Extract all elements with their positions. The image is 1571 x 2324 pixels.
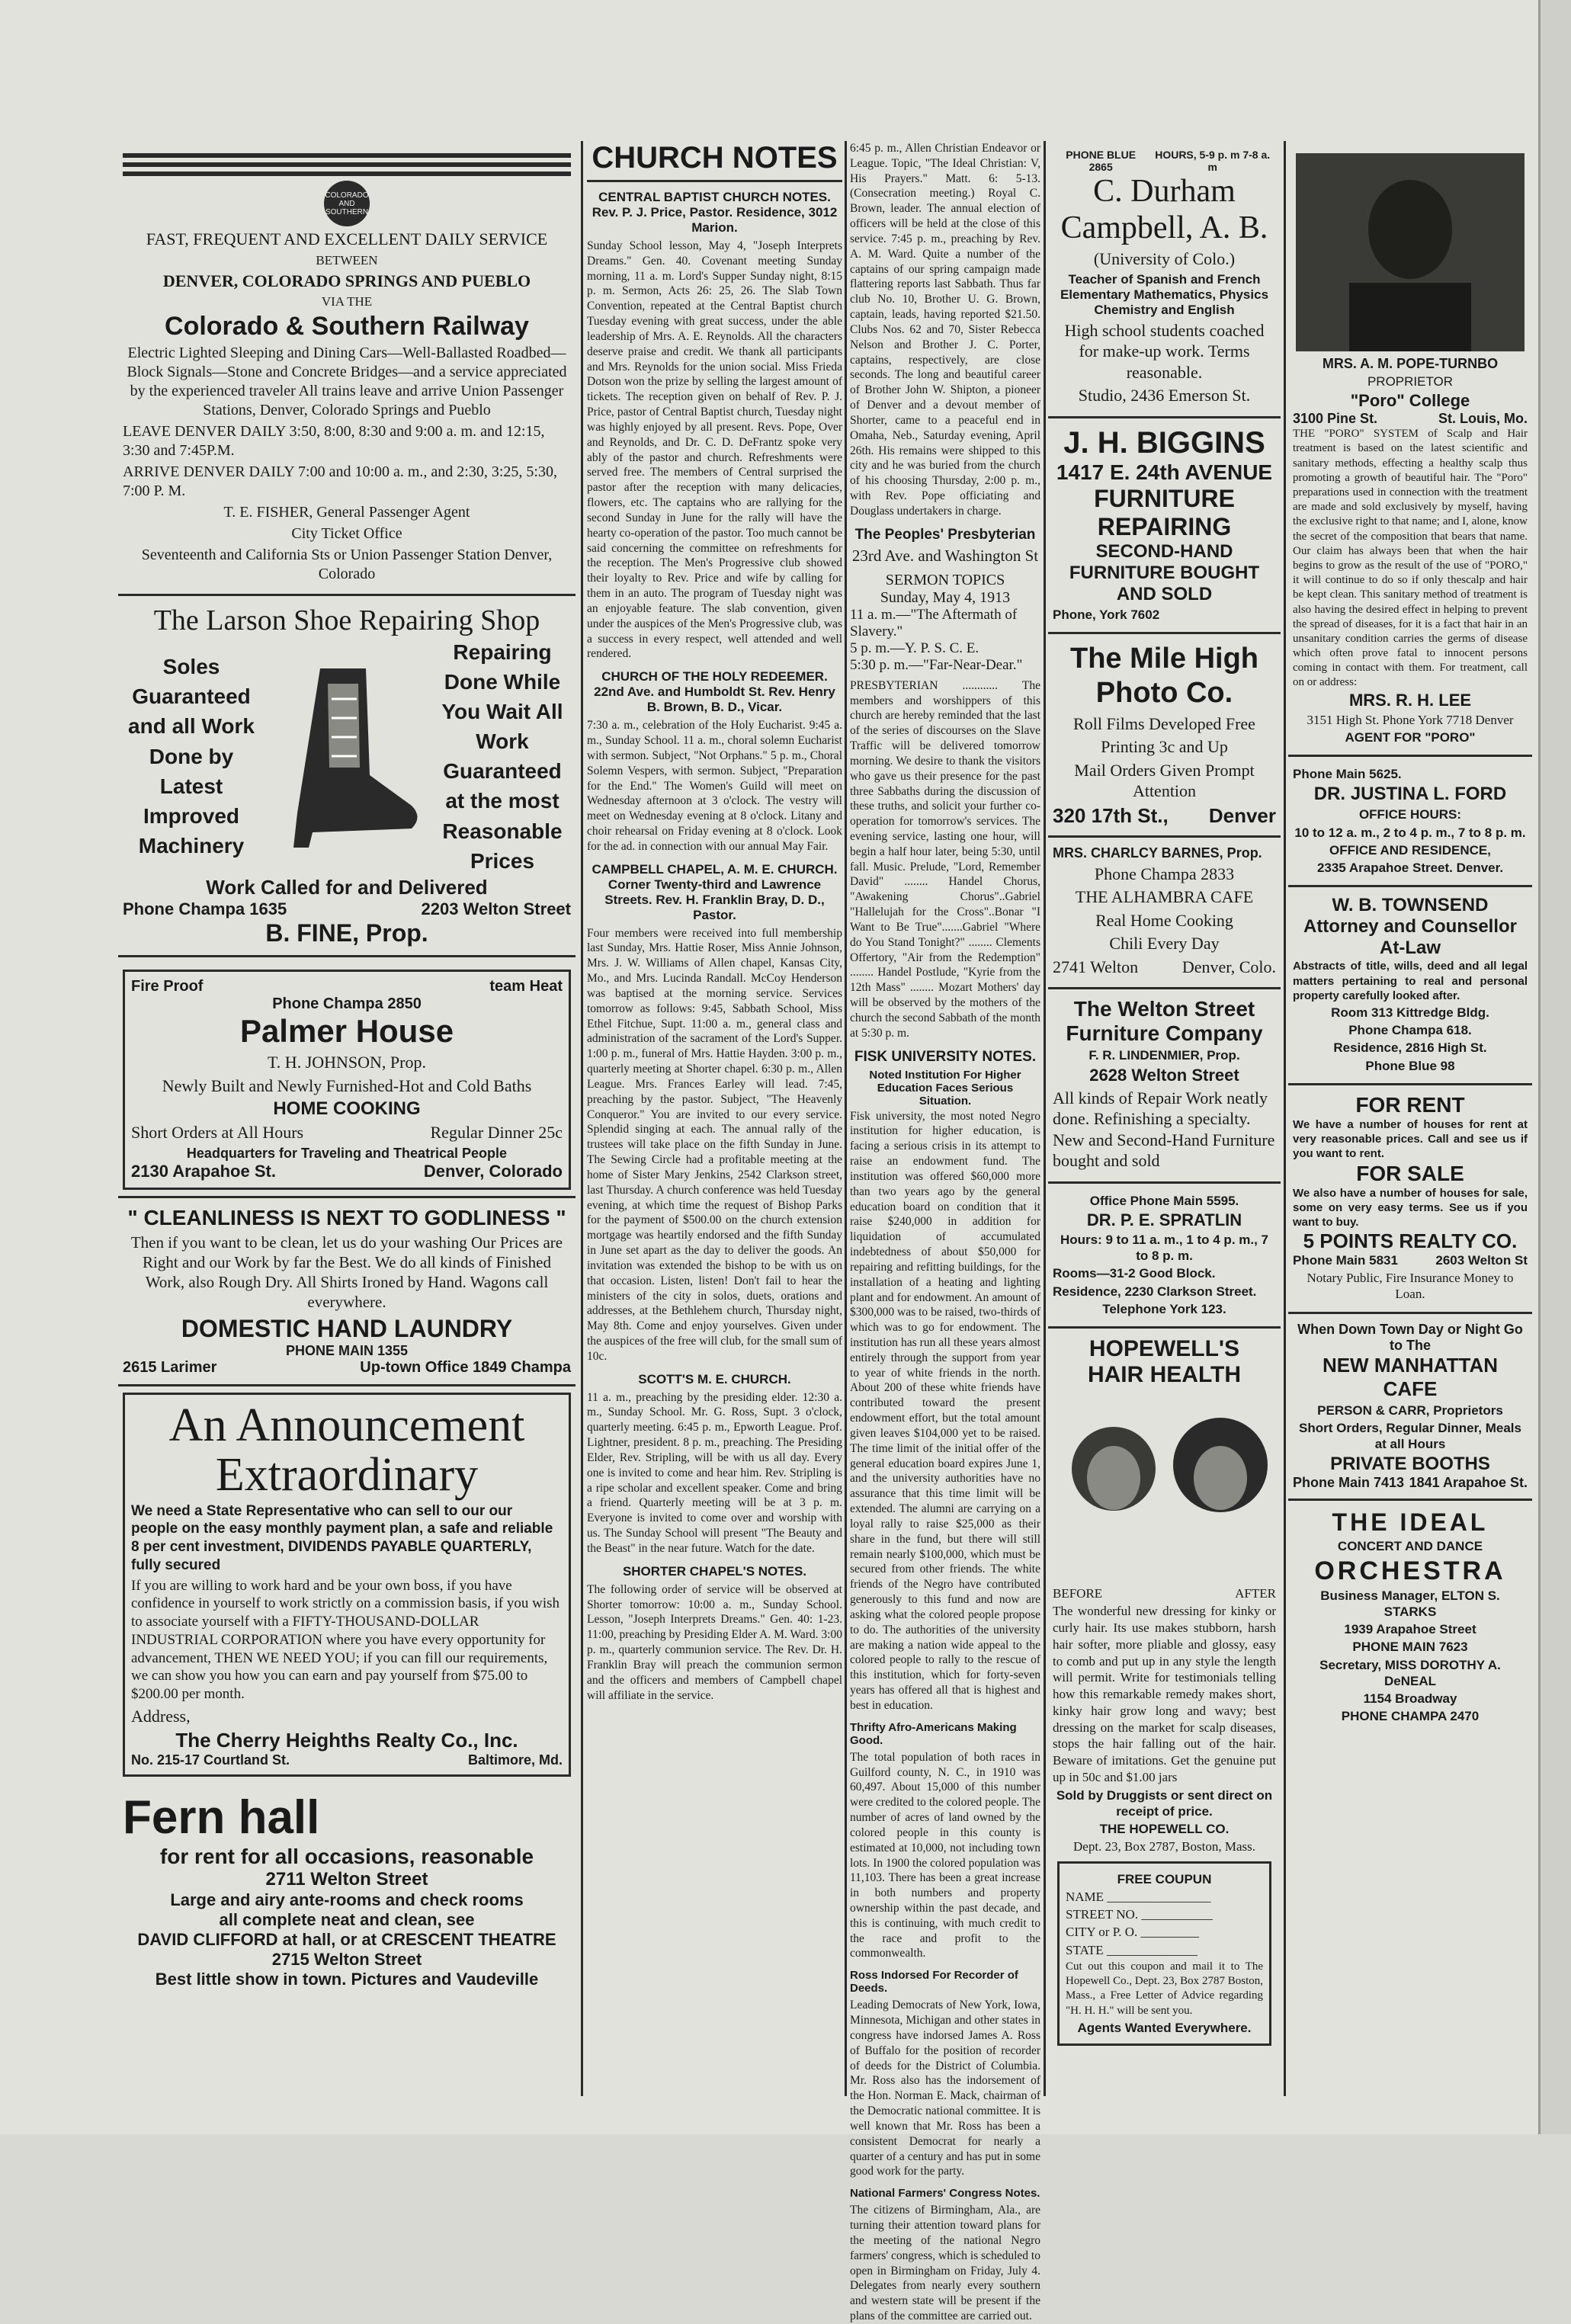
phone: Phone Champa 2850 (272, 995, 422, 1012)
room: Room 313 Kittredge Bldg. (1331, 1005, 1489, 1020)
townsend-copy: Abstracts of title, wills, deed and all legal matters pertaining to real and personal property carefully looked after. (1293, 960, 1528, 1002)
hours: Hours: 9 to 11 a. m., 1 to 4 p. m., 7 to 8 p. m. (1060, 1232, 1269, 1264)
telephone: Telephone York 123. (1102, 1301, 1226, 1316)
article-heading: The Peoples' Presbyterian (854, 526, 1036, 543)
townsend-ad (1288, 887, 1532, 1085)
phone: Phone Champa 2833 (1094, 864, 1235, 883)
spratlin-ad (1048, 1184, 1281, 1329)
coupon-title: FREE COUPUN (1117, 1871, 1212, 1886)
article-body: Sunday School lesson, May 4, "Joseph Interprets Dreams." Gen. 40. Covenant meeting Sunday morning, 11 a. m. Lord's Supper Sunday night, 8:15 p. m. Sermon, Acts 26: 25, 26. The Slab Town Convention, repeated at the Central Baptist church Tuesday evening with great success, under the able leadership of Mrs. A. E. Reynolds. All the characters deserve praise and credit. We thank all participants and Mrs. Reynolds for the union social. Miss Frieda Dotson won the prize by selling the largest amount of tickets. The reception given on behalf of Rev. P. J. Price, pastor of Central Baptist church, Tuesday night was highly enjoyed by all present. Revs. Pope, Over and Reynolds, and Dr. C. D. DeFrantz spoke very ably of the pastor and church. Refreshments were served free. The members of Central surprised the pastor after the reception with many delicacies, flowers, etc. The captains who are rallying for the second Sunday in June for the rally will have the hearty co-operation of the pastor. Too much cannot be said concerning the committee on refreshments for the reception. The Men's Progressive club showed their loyalty to Rev. Price and wife by calling for them in an auto. The program of Tuesday night was an enjoyable feature. The slab convention, given under the auspices of the Men's Progressive club, was a success in every respect, well attended and well rendered. (587, 239, 842, 661)
ideal-orchestra-ad (1288, 1501, 1532, 1733)
right-copy: Repairing Done While You Wait All Work Guaranteed at the most Reasonable Prices (441, 640, 563, 873)
railway-address: Seventeenth and California Sts or Union Passenger Station Denver, Colorado (141, 546, 553, 582)
slogan: " CLEANLINESS IS NEXT TO GODLINESS " (127, 1205, 566, 1229)
business-name: The Mile High Photo Co. (1070, 642, 1258, 710)
address: 2335 Arapahoe Street. Denver. (1316, 861, 1504, 876)
church-address: 23rd Ave. and Washington St (851, 546, 1039, 565)
left-copy: Soles Guaranteed and all Work Done by Latest Improved Machinery (128, 655, 255, 858)
article-heading: CENTRAL BAPTIST CHURCH NOTES. Rev. P. J. Price, Pastor. Residence, 3012 Marion. (592, 190, 838, 235)
route: DENVER, COLORADO SPRINGS AND PUEBLO (162, 271, 531, 290)
phone: Phone, York 7602 (1053, 607, 1160, 622)
phone: Office Phone Main 5595. (1089, 1193, 1239, 1208)
work-called: Work Called for and Delivered (206, 876, 488, 899)
steam-heat: team Heat (489, 978, 563, 995)
address: 3100 Pine St. (1293, 411, 1378, 427)
address: 2615 Larimer (123, 1358, 217, 1376)
rooms: Rooms—31-2 Good Block. (1053, 1266, 1216, 1281)
agent-name: MRS. R. H. LEE (1348, 690, 1472, 710)
city: Baltimore, Md. (467, 1752, 563, 1768)
cafe-name: THE ALHAMBRA CAFE (1075, 887, 1254, 907)
orchestra-name: THE IDEAL (1332, 1508, 1489, 1537)
hours: HOURS, 5-9 p. m 7-8 a. m (1155, 149, 1271, 173)
sold-by: Sold by Druggists or sent direct on receipt of price. (1056, 1787, 1273, 1819)
shop-title: The Larson Shoe Repairing Shop (153, 604, 540, 636)
tutor-name-2: Campbell, A. B. (1060, 210, 1268, 245)
between-label: BETWEEN (316, 252, 378, 268)
secretary: Secretary, MISS DOROTHY A. DeNEAL (1319, 1657, 1501, 1688)
announce-copy-2: If you are willing to work hard and be your own boss, if you have confidence in yourself to work strictly on a commission basis, if you wish to associate yourself with a FIFTY-THOUSAND-DOLLAR INDUSTRIAL CORPORATION where you have every opportunity for advancement, THEN WE NEED YOU; if you can fill our requirements, we can show you how you can earn and pay yourself from $75.00 to $200.00 per month. (131, 1577, 559, 1703)
orchestra-word: ORCHESTRA (1314, 1556, 1506, 1585)
coupon-name-field[interactable]: NAME ________________ (1066, 1889, 1211, 1904)
title: An Announcement (168, 1399, 525, 1451)
ford-ad (1288, 757, 1532, 887)
cafe-name: NEW MANHATTAN CAFE (1322, 1353, 1499, 1400)
company: THE HOPEWELL CO. (1099, 1822, 1230, 1837)
title: Fern hall (123, 1791, 320, 1845)
article-body: Fisk university, the most noted Negro institution for higher education, is facing a serious crisis in its attempt to raise an endowment fund. The institution was offered $60,000 more than two years ago by the general education board on condition that it raise $240,000 in addition for liquidation of accumulated indebtedness of about $50,000 for repairing and refitting buildings, for the installation of a heating and lighting plant and for endowment. An amount of $300,000 was to be raised, two-thirds of which was to go for endowment. The institution has run all these years almost entirely through the support from year to year of white friends in the north. About 200 of these white friends have contributed toward the present endowment effort, but the total amount given leaves $104,000 yet to be raised. The time limit of the initial offer of the general education board expires June 1, and the university authorities have no assurance that this time limit will be extended. The alumni are carrying on a loyal rally to raise $25,000 as their share in the fund, but there will still remain nearly $100,000, which must be secured from other friends. The white friends of the Negro have contributed generously to this fund and now are asking what the colored people propose to do. The authorities of the university are making a nation wide appeal to the colored people to rally to the rescue of this institution, which for forty-seven years has offered all that is highest and best in education. (850, 1109, 1040, 1712)
welton-furniture-ad (1048, 989, 1281, 1183)
roll-films: Roll Films Developed Free (1073, 713, 1255, 733)
subjects: Teacher of Spanish and French Elementary Mathematics, Physics Chemistry and English (1060, 271, 1269, 317)
studio: Studio, 2436 Emerson St. (1078, 386, 1251, 405)
announcement-ad (123, 1393, 571, 1777)
city: Denver, Colo. (1181, 957, 1276, 976)
manager-address: 1939 Arapahoe Street (1344, 1622, 1476, 1637)
poro-copy: THE "PORO" SYSTEM of Scalp and Hair treatment is based on the latest scientific and sanitary methods, effecting a healthy scalp thus promoting a growth of beautiful hair. The "Poro" preparations used in connection with the treatment are made and sold exclusively by myself, having the exclusive right to that name; and I, alone, know the secret of the composition that bears that name. Our claim has always been that when the hair begins to grow as the result of the use of "PORO," it will continue to do so if only thescalp and hair be kept clean. This sanitary method of treatment is also having the desired effect in helping to prevent the spread of diseases, for it is a fact that hair in an unsanitary condition carries the germs of disease which often prove fatal to innocent persons coming in contact with them. For treatment, call on or address: (1293, 428, 1528, 689)
for-rent: FOR RENT (1355, 1092, 1465, 1117)
secretary-phone: PHONE CHAMPA 2470 (1341, 1709, 1480, 1724)
headquarters: Headquarters for Traveling and Theatrical People (186, 1145, 508, 1161)
article-heading: Ross Indorsed For Recorder of Deeds. (850, 1969, 1018, 1995)
fire-proof: Fire Proof (131, 978, 204, 995)
title: HOPEWELL'S (1088, 1336, 1240, 1362)
tutor-name: C. Durham (1093, 174, 1236, 209)
agent-for: AGENT FOR "PORO" (1345, 729, 1476, 745)
five-points-realty-ad (1288, 1085, 1532, 1314)
column-rule (845, 141, 847, 2096)
phone: Phone Main 5625. (1293, 767, 1402, 782)
laundry-ad (118, 1196, 575, 1386)
welton-copy: All kinds of Repair Work neatly done. Refinishing a specialty. New and Second-Hand Furniture bought and sold (1053, 1088, 1275, 1171)
coupon-street-field[interactable]: STREET NO. ___________ (1066, 1907, 1213, 1922)
address: 2628 Welton Street (1089, 1065, 1239, 1085)
page-edge (1538, 0, 1571, 2134)
doctor-name: DR. P. E. SPRATLIN (1086, 1210, 1242, 1229)
furniture-repairing: FURNITURE REPAIRING (1094, 484, 1235, 540)
phone: PHONE MAIN 1355 (285, 1342, 409, 1358)
business-name: J. H. BIGGINS (1063, 425, 1265, 460)
address: 1841 Arapahoe St. (1409, 1475, 1528, 1491)
sermon-topics: SERMON TOPICS (885, 571, 1005, 588)
city: Denver (1208, 803, 1276, 827)
sermon-date: Sunday, May 4, 1913 (880, 588, 1011, 606)
title-2: HAIR HEALTH (1087, 1362, 1242, 1388)
section-title: CHURCH NOTES (587, 141, 842, 182)
poro-ad (1288, 141, 1532, 757)
phone: Phone Champa 1635 (123, 899, 287, 918)
phone: Phone Main 5831 (1293, 1253, 1398, 1268)
proprietor-name: MRS. A. M. POPE-TURNBO (1322, 356, 1499, 371)
article-body: 7:30 a. m., celebration of the Holy Eucharist. 9:45 a. m., Sunday School. 11 a. m., choral solemn Eucharist with sermon. Subject, "Not Orphans." 5 p. m., Choral Solemn Vespers, with sermon. Subject, "Preparation for the End." The Women's Guild will meet on Wednesday afternoon at 3 o'clock. The vestry will meet on Wednesday evening at 8 o'clock. Litany and choir rehearsal on Friday evening at 8 o'clock. Look for the ad. in connection with our annual May Fair. (587, 719, 842, 853)
street: No. 215-17 Courtland St. (131, 1752, 290, 1768)
palmer-house-ad (123, 970, 571, 1190)
ticket-office: City Ticket Office (291, 524, 402, 542)
alhambra-ad (1048, 838, 1281, 990)
after-label: AFTER (1235, 1586, 1276, 1601)
column-news (850, 141, 1040, 2323)
coupon-city-field[interactable]: CITY or P. O. _________ (1066, 1925, 1200, 1940)
phone: Phone Main 7413 (1293, 1475, 1405, 1491)
larson-shoe-ad (118, 596, 575, 958)
article-heading: FISK UNIVERSITY NOTES. (854, 1048, 1037, 1065)
article-heading: CHURCH OF THE HOLY REDEEMER. 22nd Ave. and Humboldt St. Rev. Henry B. Brown, B. D., Vicar. (594, 669, 835, 715)
line-6: 2715 Welton Street (271, 1950, 422, 1970)
column-ads-left (118, 141, 575, 2096)
column-ads-middle (1048, 141, 1281, 2096)
notary: Notary Public, Fire Insurance Money to Loan. (1306, 1271, 1514, 1302)
line-2: 2711 Welton Street (265, 1869, 428, 1890)
header-stripes (123, 153, 571, 176)
dinner: Regular Dinner 25c (430, 1123, 563, 1142)
leave-times: LEAVE DENVER DAILY 3:50, 8:00, 8:30 and 9:00 a. m. and 12:15, 3:30 and 7:45P.M. (123, 422, 545, 459)
hopewell-ad (1048, 1329, 1281, 2060)
article-body: The following order of service will be observed at Shorter tomorrow: 10:00 a. m., Sunday School. Lesson, "Joseph Interprets Dreams." Gen. 40: 1-23. 11:00, preaching by Presiding Elder A. M. Ward. 3:00 p. m., quarterly communion service. The Rev. Dr. H. Franklin Bray will preach the communion sermon and the officers and members of Campbell chapel will affiliate in the service. (587, 1582, 842, 1702)
proprietor: MRS. CHARLCY BARNES, Prop. (1053, 845, 1262, 861)
coupon-state-field[interactable]: STATE ______________ (1066, 1942, 1197, 1957)
for-sale: FOR SALE (1356, 1161, 1464, 1185)
line-4: all complete neat and clean, see (219, 1910, 475, 1930)
hopewell-copy: The wonderful new dressing for kinky or curly hair. Its use makes stubborn, harsh hair softer, more pliable and glossy, easy to comb and put up in any style the length will permit. Write for testimonials telling how this remarkable remedy makes short, kinky hair grow long and wavy; best dressing on the market for scalp diseases, stops the hair falling out of the hair. Beware of imitations. Get the genuine put up in 50c and $1.00 jars (1053, 1604, 1276, 1784)
before-after-illustration (1053, 1393, 1281, 1576)
mail-orders: Mail Orders Given Prompt Attention (1074, 760, 1255, 801)
column-rule (1284, 141, 1286, 2096)
short-orders: Short Orders at All Hours (131, 1123, 304, 1142)
line-3: Large and airy ante-rooms and check rooms (170, 1890, 524, 1910)
article-heading: CAMPBELL CHAPEL, A. M. E. CHURCH. Corner Twenty-third and Lawrence Streets. Rev. H. Franklin Bray, D. D., Pastor. (592, 861, 838, 922)
announce-copy: We need a State Representative who can sell to our our people on the easy monthly payment plan, a safe and reliable 8 per cent investment, DIVIDENDS PAYABLE QUARTERLY, fully secured (131, 1502, 553, 1573)
residence: Residence, 2230 Clarkson Street. (1053, 1284, 1257, 1299)
uptown-office: Up-town Office 1849 Champa (360, 1358, 571, 1376)
address: 1417 E. 24th AVENUE (1056, 460, 1273, 484)
railway-name: Colorado & Southern Railway (165, 311, 529, 341)
chili: Chili Every Day (1109, 934, 1220, 954)
article-subheading: Noted Institution For Higher Education Faces Serious Situation. (869, 1068, 1021, 1108)
manhattan-cafe-ad (1288, 1314, 1532, 1502)
railway-description: Electric Lighted Sleeping and Dining Cars—Well-Ballasted Roadbed—Block Signals—Stone and Concrete Bridges—and a service appreciated by the experienced traveler All trains leave and arrive Union Passenger Stations, Denver, Colorado Springs and Pueblo (127, 344, 567, 418)
hotel-name: Palmer House (239, 1013, 454, 1049)
mile-high-photo-ad (1048, 634, 1281, 838)
column-church-notes (587, 141, 842, 2096)
colorado-southern-ad (118, 141, 575, 596)
column-ads-right (1288, 141, 1532, 2096)
company: The Cherry Heighths Realty Co., Inc. (175, 1729, 518, 1752)
portrait-photo (1296, 153, 1525, 351)
agent: T. E. FISHER, General Passenger Agent (223, 503, 470, 521)
department: Dept. 23, Box 2787, Boston, Mass. (1073, 1839, 1255, 1854)
free-coupon (1057, 1861, 1271, 2046)
home-cooking: HOME COOKING (273, 1098, 421, 1119)
laundry-name: DOMESTIC HAND LAUNDRY (181, 1314, 513, 1342)
agents-wanted: Agents Wanted Everywhere. (1077, 2020, 1252, 2035)
manager: Business Manager, ELTON S. STARKS (1320, 1588, 1500, 1619)
article-heading: SCOTT'S M. E. CHURCH. (638, 1371, 791, 1386)
biggins-ad (1048, 418, 1281, 634)
attorney-title: Attorney and Counsellor At-Law (1303, 916, 1518, 959)
title-2: Extraordinary (215, 1448, 479, 1501)
address: 320 17th St., (1053, 803, 1169, 827)
manhattan-copy: Short Orders, Regular Dinner, Meals at all Hours (1299, 1420, 1521, 1452)
sermon-line: 11 a. m.—"The Aftermath of Slavery." (850, 606, 1018, 640)
private-booths: PRIVATE BOOTHS (1330, 1454, 1490, 1475)
doctor-name: DR. JUSTINA L. FORD (1313, 784, 1507, 805)
arrive-times: ARRIVE DENVER DAILY 7:00 and 10:00 a. m., and 2:30, 3:25, 5:30, 7:00 P. M. (123, 463, 557, 499)
fern-hall-ad (118, 1783, 575, 1997)
column-rule (581, 141, 583, 2096)
attorney-name: W. B. TOWNSEND (1332, 895, 1489, 916)
orchestra-sub: CONCERT AND DANCE (1337, 1539, 1483, 1554)
proprietor: B. FINE, Prop. (265, 919, 428, 947)
proprietor: T. H. JOHNSON, Prop. (268, 1053, 426, 1072)
address: 2130 Arapahoe St. (131, 1161, 276, 1181)
line-7: Best little show in town. Pictures and Vaudeville (155, 1970, 539, 1989)
article-body: 11 a. m., preaching by the presiding elder. 12:30 a. m., Sunday School. Mr. G. Ross, Supt. 3 o'clock, quarterly meeting. 6:45 p. m., Epworth League. Prof. Lightner, president. 8 p. m., preaching. The Presiding Elder, Rev. Stripling, will be with us all day. Every one is invited to come and hear him. Rev. Stripling is a ripe scholar and excellent speaker. Come and bring a friend. Quarterly meeting will be at 3 p. m. Everyone is invited to come over and worship with us. The Sunday School will present "The Beauty and the Beast" in the near future. Watch for the date. (587, 1390, 842, 1555)
article-body: 6:45 p. m., Allen Christian Endeavor or League. Topic, "The Ideal Christian: V, His Prayers." Matt. 6: 5-13. (Consecration meeting.) Royal C. Brown, leader. The annual election of officers will be held at the close of this service. 7:45 p. m., preaching by Rev. A. M. Ward. Quite a number of the captains of our spring campaign made flattering reports last Sabbath. Thus far club No. 10, Brother U. G. Brown, captain, leads, having reported $21.50. Clubs Nos. 62 and 70, Sister Rebecca Nelson and Brother J. C. Porter, captains, respectively, are close seconds. The long and beautiful career of Brother John W. Shipton, a pioneer of Denver and a devout member of Shorter, came to a peaceful end in Omaha, Neb., Saturday evening, April 26th. His remains were shipped to this city and he was buried from the church of his choosing Thursday, 2:00 p. m., with Rev. Pope officiating and Douglass undertakers in charge. (850, 142, 1040, 518)
office-residence: OFFICE AND RESIDENCE, (1329, 842, 1491, 857)
article-body: The total population of both races in Guilford county, N. C., in 1910 was 60,497. About 15,000 of this number were credited to the colored people. The number of acres of land owned by the colored people in this county is estimated at 10,000, not including town lots. In 1900 the colored population was 11,103. There has been a great increase in both numbers and property ownership within the past decade, and this is continuing, with much credit to the race and profit to the commonwealth. (850, 1750, 1040, 1960)
column-rule (1044, 141, 1046, 2096)
coupon-instructions: Cut out this coupon and mail it to The Hopewell Co., Dept. 23, Box 2787 Boston, Mass., a Free Letter of Advice regarding "H. H. H." will be sent you. (1066, 1960, 1263, 2017)
article-body: Leading Democrats of New York, Iowa, Minnesota, Michigan and other states in congress have indorsed James A. Ross of Buffalo for the position of recorder of deeds for the District of Columbia. Mr. Ross also has the indorsement of the Hon. Norman E. Mack, chairman of the Democratic national committee. It is well known that Mr. Ross has been a consistent Democrat for nearly a quarter of a century and has put in some good work for the party. (850, 1999, 1040, 2178)
sale-copy: We also have a number of houses for sale, some on very easy terms. See us if you want to buy. (1293, 1186, 1528, 1229)
article-body: The citizens of Birmingham, Ala., are turning their attention toward plans for the meeting of the national Negro farmers' congress, which is scheduled to open in Birmingham on Friday, July 4. Delegates from nearly every southern and western state will be present if the plans of the committee are carried out. (850, 2204, 1040, 2323)
residence: Residence, 2816 High St. (1333, 1040, 1487, 1056)
phone: Phone Champa 618. (1348, 1023, 1472, 1038)
secretary-address: 1154 Broadway (1363, 1691, 1457, 1707)
campbell-tutor-ad (1048, 141, 1281, 418)
phone-blue: Phone Blue 98 (1365, 1058, 1455, 1073)
intro: When Down Town Day or Night Go to The (1297, 1321, 1523, 1353)
manager-phone: PHONE MAIN 7623 (1352, 1640, 1468, 1655)
city: St. Louis, Mo. (1438, 411, 1528, 427)
phone: PHONE BLUE 2865 (1066, 149, 1137, 173)
article-body: PRESBYTERIAN ............ The members and worshippers of this church are hereby reminded that the last of the series of discourses on the Slave Traffic will be delivered tomorrow morning. We desire to thank the visitors who gave us their presence for the past three Sabbaths during the discussion of these truths, and solicit your further co-operation for tomorrow's services. The evening service, lasting one hour, will begin a half hour later, being 5:30, until fall. Music. Prelude, "Lord, Remember David" ........ Handel Chorus, "Awakening Chorus"..Gabriel "Hallelujah for the Cross"..Bonar "I Want to Be True".......Gabriel "Where do You Stand Tonight?" ........ Clements Offertory, "Air from the Redemption" ........ Handel Postlude, "Kyrie from the 12th Mass" ........ Mozart Mothers' day will be observed by the mothers of the church the second Sabbath of the month at 5:30 p. m. (850, 678, 1040, 1040)
laundry-copy: Then if you want to be clean, let us do your washing Our Prices are Right and our Work by far the Best. We do all kinds of Finished Work, also Rough Dry. All Shirts Ironed by Hand. Wagons call everywhere. (130, 1233, 563, 1312)
proprietor-label: PROPRIETOR (1367, 374, 1454, 389)
university: (University of Colo.) (1093, 249, 1236, 268)
cooking: Real Home Cooking (1095, 910, 1233, 930)
realty-name: 5 POINTS REALTY CO. (1303, 1229, 1518, 1253)
sermon-line: 5 p. m.—Y. P. S. C. E. (850, 640, 979, 656)
office-hours: 10 to 12 a. m., 2 to 4 p. m., 7 to 8 p. m. (1294, 825, 1526, 840)
via-label: VIA THE (321, 294, 373, 309)
tagline: FAST, FREQUENT AND EXCELLENT DAILY SERVICE (146, 229, 548, 248)
article-heading: SHORTER CHAPEL'S NOTES. (622, 1563, 807, 1579)
college-name: "Poro" College (1350, 391, 1470, 411)
person-icon (1296, 153, 1525, 351)
article-heading: Thrifty Afro-Americans Making Good. (850, 1720, 1017, 1747)
proprietors: PERSON & CARR, Proprietors (1317, 1402, 1503, 1418)
business-name: The Welton Street Furniture Company (1066, 997, 1263, 1046)
street: 2203 Welton Street (421, 899, 571, 918)
second-hand: SECOND-HAND FURNITURE BOUGHT AND SOLD (1069, 540, 1260, 604)
before-label: BEFORE (1053, 1586, 1103, 1601)
office-hours-label: OFFICE HOURS: (1358, 807, 1462, 822)
address: 2603 Welton St (1435, 1253, 1528, 1268)
built: Newly Built and Newly Furnished-Hot and Cold Baths (162, 1075, 532, 1095)
shoe-icon (267, 661, 427, 851)
rent-copy: We have a number of houses for rent at very reasonable prices. Call and see us if you want to rent. (1293, 1117, 1528, 1161)
printing: Printing 3c and Up (1101, 737, 1228, 757)
article-heading: National Farmers' Congress Notes. (850, 2187, 1040, 2201)
sermon-line: 5:30 p. m.—"Far-Near-Dear." (850, 656, 1023, 673)
coaching: High school students coached for make-up work. Terms reasonable. (1064, 320, 1265, 382)
address: 2741 Welton (1053, 957, 1139, 976)
address-label: Address, (131, 1706, 191, 1726)
line-5: DAVID CLIFFORD at hall, or at CRESCENT THEATRE (137, 1930, 556, 1950)
article-body: Four members were received into full membership last Sunday, Mrs. Hattie Roser, Miss Annie Johnson, Mrs. J. W. Williams of Allen chapel, Kansas City, Mo., and Mrs. Lucinda Randall. McCoy Henderson was baptised at the morning service. Services tomorrow as follows: 9:45, Sabbath School, Miss Ethel Fitchue, Supt. 11:00 a. m., general class and administration of the sacrament of the Lord's Supper. 1:00 p. m., funeral of Mrs. Hattie Hayden. 3:00 p. m., quarterly meeting at Shorter chapel. 6:30 p. m., Allen League. Mrs. Frances Earley will lead. 7:45, preaching by the pastor. Subject, "The Heavenly Conqueror." You are invited to our every service. Splendid singing at each. The annual rally of the trustees will take place on the fifth Sunday in June. The Sewing Circle had a profitable meeting at the home of Sister Mary Jenkins, 2542 Clarkson street, last Thursday. A church conference was held Tuesday evening, at which time the request of Bishop Parks for the payment of $500.00 on the church extension mortgage was heartily endorsed and the fifth Sunday in June set apart as the day to deliver the goods. An invitation was extended the bishop to be with us on that occasion. Listen, listen! Don't fail to hear the ministers of the city in solos, duets, orations and addresses, at the Bethlehem church, Thursday night, May 8th. Come and enjoy yourselves. Given under the auspices of the free will club, for the small sum of 10c. (587, 926, 842, 1363)
railway-logo: COLORADO AND SOUTHERN (324, 181, 370, 226)
agent-address: 3151 High St. Phone York 7718 Denver (1306, 712, 1514, 727)
city: Denver, Colorado (423, 1161, 563, 1181)
proprietor: F. R. LINDENMIER, Prop. (1088, 1048, 1240, 1063)
line-1: for rent for all occasions, reasonable (159, 1845, 534, 1869)
